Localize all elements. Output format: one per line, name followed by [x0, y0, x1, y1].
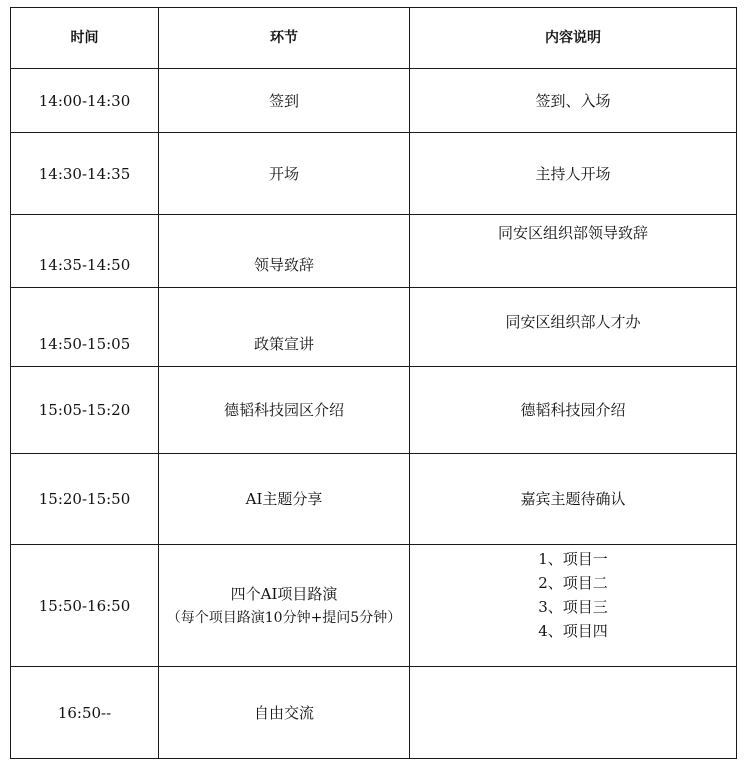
- time-cell: 14:30-14:35: [11, 133, 159, 215]
- segment-line: 四个AI项目路演: [230, 584, 338, 603]
- content-cell: 主持人开场: [410, 133, 737, 215]
- segment-note: （每个项目路演10分钟+提问5分钟）: [166, 609, 402, 626]
- segment-cell: [159, 545, 410, 667]
- time-cell: 15:50-16:50: [11, 545, 159, 667]
- content-cell: 同安区组织部人才办: [410, 288, 737, 367]
- table-row: [11, 215, 737, 288]
- segment-cell: 德韬科技园区介绍: [159, 367, 410, 454]
- time-cell: 14:00-14:30: [11, 69, 159, 133]
- segment-cell: 自由交流: [159, 667, 410, 759]
- segment-cell: 领导致辞: [159, 215, 410, 288]
- table-row: [11, 288, 737, 367]
- table-row: [11, 454, 737, 545]
- table-row: [11, 667, 737, 759]
- project-list-item: 1、项目一: [538, 550, 608, 568]
- table-row: [11, 69, 737, 133]
- header-segment: 环节: [159, 8, 410, 69]
- content-cell: 同安区组织部领导致辞: [410, 215, 737, 288]
- table-row: [11, 367, 737, 454]
- segment-cell: 政策宣讲: [159, 288, 410, 367]
- content-cell: 嘉宾主题待确认: [410, 454, 737, 545]
- content-cell: 德韬科技园介绍: [410, 367, 737, 454]
- project-list-item: 4、项目四: [538, 622, 608, 640]
- project-list-item: 2、项目二: [538, 574, 608, 592]
- header-content: 内容说明: [410, 8, 737, 69]
- segment-cell: AI主题分享: [159, 454, 410, 545]
- table-header-row: [11, 8, 737, 69]
- project-list-item: 3、项目三: [538, 598, 608, 616]
- content-cell: [410, 667, 737, 759]
- time-cell: 16:50--: [11, 667, 159, 759]
- content-cell: 签到、入场: [410, 69, 737, 133]
- time-cell: 14:50-15:05: [11, 288, 159, 367]
- time-cell: 14:35-14:50: [11, 215, 159, 288]
- segment-cell: 签到: [159, 69, 410, 133]
- table-row: [11, 545, 737, 667]
- time-cell: 15:20-15:50: [11, 454, 159, 545]
- content-cell: [410, 545, 737, 667]
- segment-cell: 开场: [159, 133, 410, 215]
- table-row: [11, 133, 737, 215]
- header-time: 时间: [11, 8, 159, 69]
- time-cell: 15:05-15:20: [11, 367, 159, 454]
- agenda-table: [10, 7, 737, 759]
